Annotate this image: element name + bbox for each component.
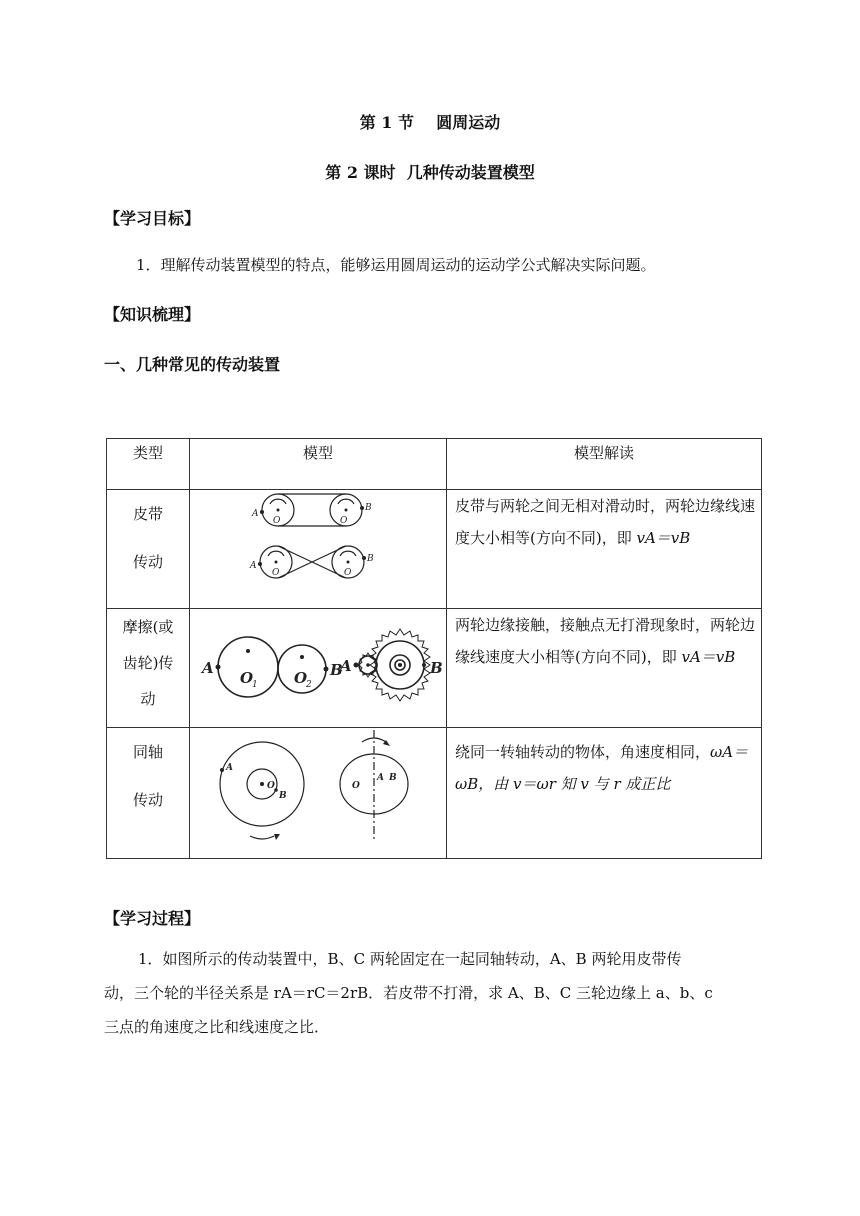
interpretation-text: 皮带与两轮之间无相对滑动时，两轮边缘线速度大小相等(方向不同)，即 xyxy=(455,497,756,547)
type-line: 摩擦(或 xyxy=(122,618,174,636)
interpretation-text: 两轮边缘接触，接触点无打滑现象时，两轮边缘线速度大小相等(方向不同)，即 xyxy=(455,616,756,666)
label-O1: O xyxy=(240,669,254,687)
type-line: 齿轮)传 xyxy=(122,654,174,672)
type-line: 传动 xyxy=(132,791,163,809)
label-B: B xyxy=(279,791,287,801)
label-O: O xyxy=(352,781,360,791)
interpretation-formula: vA＝vB xyxy=(681,648,736,666)
type-line: 同轴 xyxy=(132,743,163,761)
label-A: A xyxy=(250,561,257,571)
label-A: A xyxy=(377,773,384,783)
label-O2: O xyxy=(294,669,308,687)
objectives-heading: 【学习目标】 xyxy=(104,209,201,228)
label-A: A xyxy=(202,659,214,677)
label-B: B xyxy=(365,503,372,513)
process-heading: 【学习过程】 xyxy=(104,909,201,928)
lesson-title: 第 2 课时 几种传动装置模型 xyxy=(325,163,535,182)
type-line: 传动 xyxy=(132,553,163,571)
interpretation-cell-friction xyxy=(447,609,762,728)
section-one-heading: 一、几种常见的传动装置 xyxy=(104,355,281,374)
transmission-table xyxy=(106,438,762,859)
label-O2: O xyxy=(344,568,352,578)
subscript-2: 2 xyxy=(306,680,312,690)
question-1-line-3: 三点的角速度之比和线速度之比． xyxy=(104,1018,330,1036)
type-line: 动 xyxy=(140,690,156,708)
subscript-1: 1 xyxy=(252,680,258,690)
coaxial-diagram xyxy=(190,728,446,854)
label-B: B xyxy=(367,554,374,564)
type-cell-coaxial xyxy=(107,728,190,859)
label-A: A xyxy=(340,657,352,675)
label-O1: O xyxy=(273,516,281,526)
interpretation-cell-belt xyxy=(447,490,762,609)
type-line: 皮带 xyxy=(132,505,163,523)
label-B: B xyxy=(430,659,443,677)
model-cell-belt xyxy=(190,490,447,609)
type-cell-belt xyxy=(107,490,190,609)
label-O: O xyxy=(267,781,275,791)
question-1-line-2: 动，三个轮的半径关系是 rA＝rC＝2rB．若皮带不打滑，求 A、B、C 三轮边缘上 a、b、c xyxy=(104,984,713,1002)
section-title: 第 1 节 圆周运动 xyxy=(359,113,501,132)
model-cell-friction xyxy=(190,609,447,728)
type-cell-friction xyxy=(107,609,190,728)
header-type: 类型 xyxy=(107,439,190,490)
interpretation-formula: ωA＝ωB，由 v＝ωr 知 v 与 r 成正比 xyxy=(455,743,749,793)
table-header-row xyxy=(107,439,762,490)
label-O1: O xyxy=(272,568,280,578)
table-row-belt xyxy=(107,490,762,609)
question-1-line-1: 1．如图所示的传动装置中，B、C 两轮固定在一起同轴转动，A、B 两轮用皮带传 xyxy=(138,950,682,968)
label-A: A xyxy=(226,763,233,773)
label-O2: O xyxy=(340,516,348,526)
header-model: 模型 xyxy=(190,439,447,490)
model-cell-coaxial xyxy=(190,728,447,859)
table-row-coaxial xyxy=(107,728,762,859)
interpretation-formula: vA＝vB xyxy=(636,529,691,547)
label-A: A xyxy=(252,509,259,519)
table-row-friction xyxy=(107,609,762,728)
knowledge-heading: 【知识梳理】 xyxy=(104,305,201,324)
interpretation-cell-coaxial xyxy=(447,728,762,859)
belt-drive-diagram xyxy=(190,490,446,604)
friction-gear-diagram xyxy=(190,609,446,723)
header-interpretation: 模型解读 xyxy=(447,439,762,490)
objective-item-1: 1．理解传动装置模型的特点，能够运用圆周运动的运动学公式解决实际问题。 xyxy=(136,256,656,274)
label-B: B xyxy=(330,661,343,679)
interpretation-text: 绕同一转轴转动的物体，角速度相同， xyxy=(455,743,711,761)
label-B: B xyxy=(389,773,397,783)
